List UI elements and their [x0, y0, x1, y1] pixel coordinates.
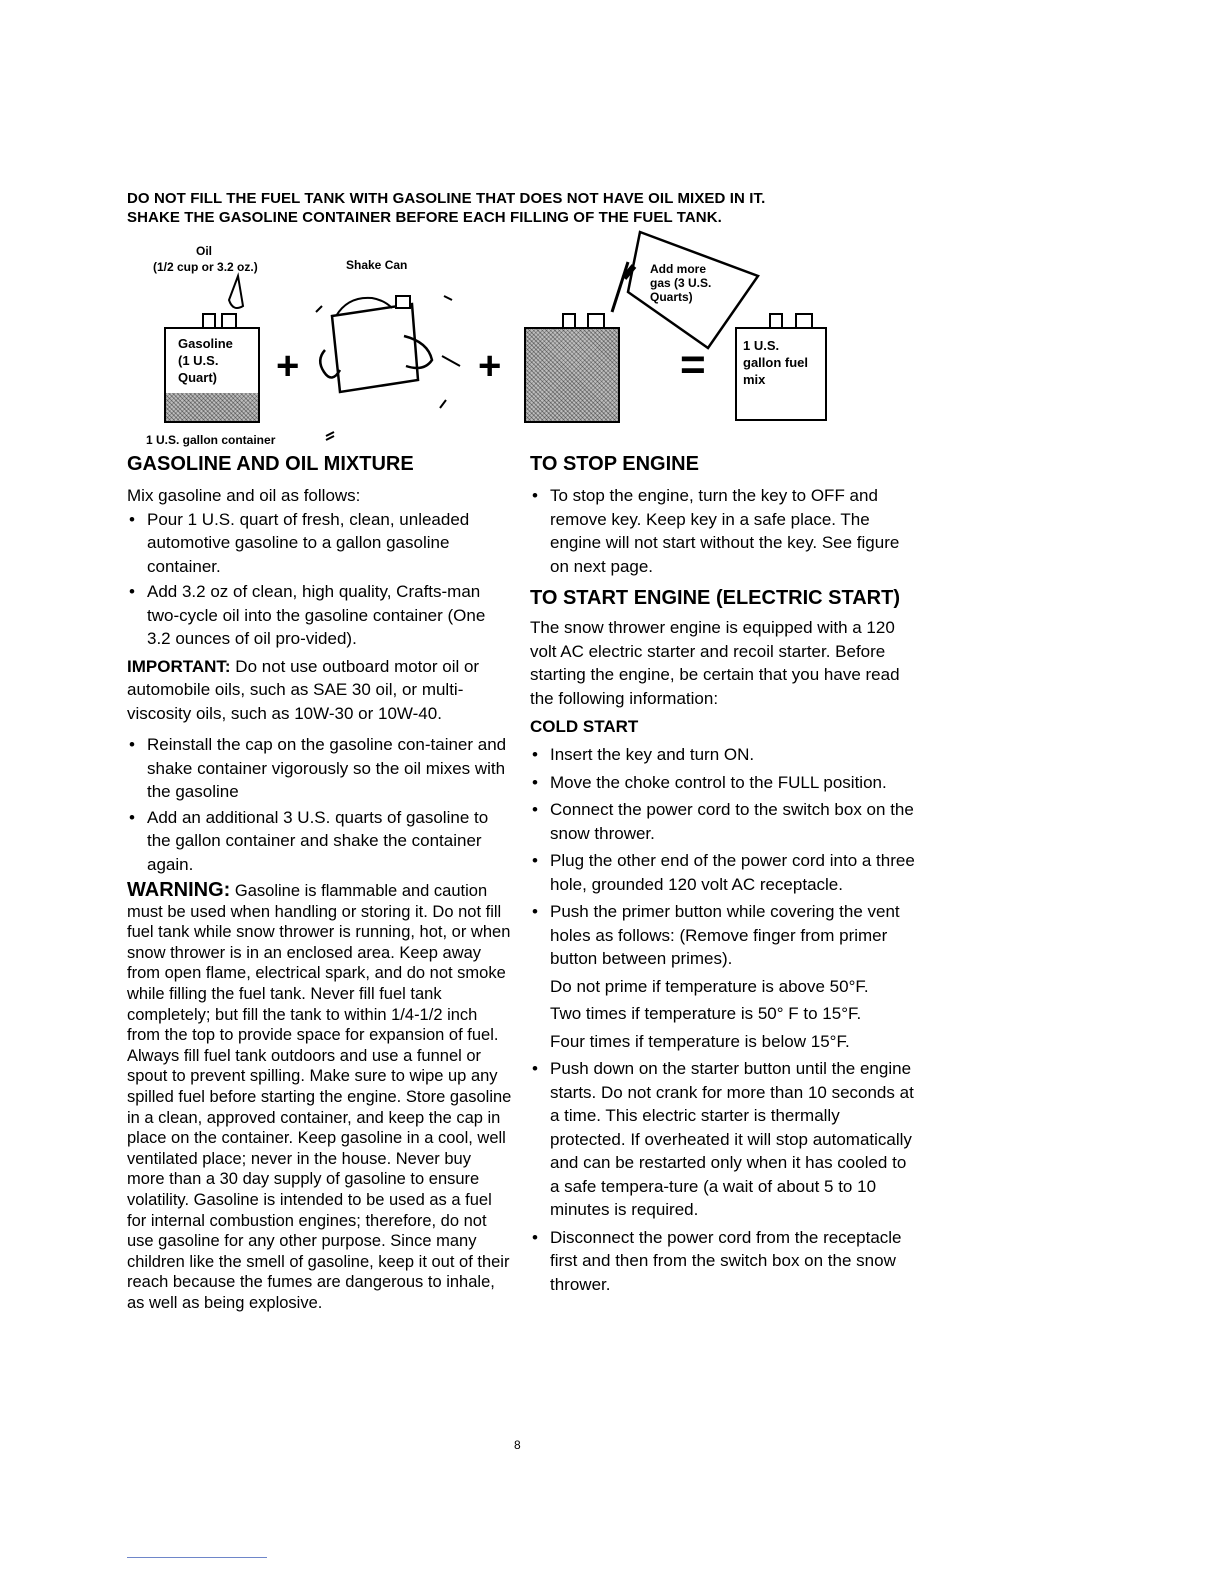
fuel-mix-label-1: 1 U.S. [743, 338, 780, 353]
list-item: • Reinstall the cap on the gasoline con-tainer and shake container vigorously so the oil mixes with the gasoline [127, 733, 512, 804]
right-column [530, 452, 920, 1296]
mix-intro: Mix gasoline and oil as follows: [127, 486, 361, 505]
prime-note: Do not prime if temperature is above 50°F. [550, 976, 869, 996]
fuel-mix-container [735, 327, 827, 421]
cold-start-steps-a [530, 743, 920, 971]
page-number: 8 [514, 1438, 521, 1452]
cold-start-steps-b [530, 1057, 920, 1296]
oil-label: Oil [196, 244, 213, 258]
gasoline-warning [127, 880, 512, 1313]
start-intro: The snow thrower engine is equipped with a 120 volt AC electric starter and recoil starter. Before starting the engine, be certain that you have read the following information: [530, 618, 900, 708]
warning-label: WARNING: [127, 879, 231, 901]
equals-sign: = [680, 340, 706, 389]
gasoline-container-1 [164, 327, 260, 423]
plus-sign-2: + [478, 344, 502, 388]
add-more-gas-line-1: Add more [650, 262, 707, 276]
oil-amount-label: (1/2 cup or 3.2 oz.) [153, 260, 258, 274]
add-more-gas-text [650, 262, 711, 304]
start-engine-heading: TO START ENGINE (ELECTRIC START) [530, 587, 900, 609]
list-item: • Move the choke control to the FULL position. [530, 771, 920, 795]
list-item: • Add an additional 3 U.S. quarts of gasoline to the gallon container and shake the container again. [127, 806, 512, 877]
container-cap-icon [203, 314, 215, 328]
gasoline-label: Gasoline [178, 336, 233, 351]
warning-text: Gasoline is flammable and caution must be used when handling or storing it. Do not fill fuel tank while snow thrower is running, hot, or when snow thrower is in an enclosed area. Keep away from open flame, electrical spark, and do not smoke while filling the fuel tank. Never fill fuel tank completely; but fill the tank to within 1/4-1/2 inch from the top to provide space for expansion of fuel. Always fill fuel tank outdoors and use a funnel or spout to prevent spilling. Make sure to wipe up any spilled fuel before starting the engine. Store gasoline in a clean, approved container, and keep the cap in place on the container. Keep gasoline in a cool, well ventilated place; never in the house. Never buy more than a 30 day supply of gasoline to ensure volatility. Gasoline is intended to be used as a fuel for internal combustion engines; therefore, do not use gasoline for any other purpose. Since many children like the smell of gasoline, keep it out of their reach because the fumes are dangerous to inhale, as well as being explosive. [127, 882, 512, 1312]
fuel-warning-line-1: DO NOT FILL THE FUEL TANK WITH GASOLINE THAT DOES NOT HAVE OIL MIXED IN IT. [127, 190, 766, 207]
list-item: • Plug the other end of the power cord into a three hole, grounded 120 volt AC receptacle. [530, 849, 920, 896]
mixed-container [524, 327, 620, 423]
prime-note: Two times if temperature is 50° F to 15°F. [550, 1004, 862, 1023]
gasoline-amount-label-1: (1 U.S. [178, 353, 219, 368]
gasoline-amount-label-2: Quart) [178, 370, 217, 385]
important-label: IMPORTANT: [127, 656, 231, 676]
add-more-gas-line-2: gas (3 U.S. [650, 276, 712, 290]
stop-engine-heading: TO STOP ENGINE [530, 453, 699, 475]
oil-drop-icon [229, 276, 243, 308]
list-item: • Insert the key and turn ON. [530, 743, 920, 767]
mix-steps-b [127, 733, 512, 876]
cold-start-heading: COLD START [530, 717, 639, 736]
add-more-gas-line-3: Quarts) [650, 290, 693, 304]
fuel-mix-diagram [0, 0, 1224, 450]
shake-can-label: Shake Can [346, 258, 408, 272]
list-item: • Push the primer button while covering the vent holes as follows: (Remove finger from primer button between primes). [530, 900, 920, 971]
list-item: • To stop the engine, turn the key to OFF and remove key. Keep key in a safe place. The engine will not start without the key. See figure on next page. [530, 484, 920, 578]
shake-can-icon [316, 296, 460, 440]
important-note [127, 655, 512, 726]
plus-sign-1: + [276, 344, 300, 388]
gasoline-oil-heading: GASOLINE AND OIL MIXTURE [127, 453, 414, 475]
important-text: Do not use outboard motor oil or automobile oils, such as SAE 30 oil, or multi-viscosity oils, such as 10W-30 or 10W-40. [127, 656, 480, 723]
prime-note: Four times if temperature is below 15°F. [550, 1031, 850, 1051]
list-item: • Pour 1 U.S. quart of fresh, clean, unleaded automotive gasoline to a gallon gasoline container. [127, 508, 512, 579]
list-item: • Connect the power cord to the switch box on the snow thrower. [530, 798, 920, 845]
fuel-warning-line-2: SHAKE THE GASOLINE CONTAINER BEFORE EACH FILLING OF THE FUEL TANK. [127, 209, 722, 226]
list-item: • Add 3.2 oz of clean, high quality, Crafts-man two-cycle oil into the gasoline container (One 3.2 ounces of oil pro-vided). [127, 580, 512, 651]
fuel-mix-label-3: mix [743, 372, 766, 387]
left-column [127, 452, 512, 1313]
container-caption: 1 U.S. gallon container [146, 433, 276, 447]
list-item: • Push down on the starter button until the engine starts. Do not crank for more than 10 seconds at a time. This electric starter is thermally protected. If overheated it will stop automatically and can be restarted only when it has cooled to a safe tempera-ture (a wait of about 5 to 10 minutes is required. [530, 1057, 920, 1222]
footer-rule [127, 1557, 267, 1558]
fuel-mix-label-2: gallon fuel [743, 355, 808, 370]
list-item: • Disconnect the power cord from the receptacle first and then from the switch box on the snow thrower. [530, 1226, 920, 1297]
stop-steps [530, 484, 920, 578]
mix-steps-a [127, 508, 512, 651]
